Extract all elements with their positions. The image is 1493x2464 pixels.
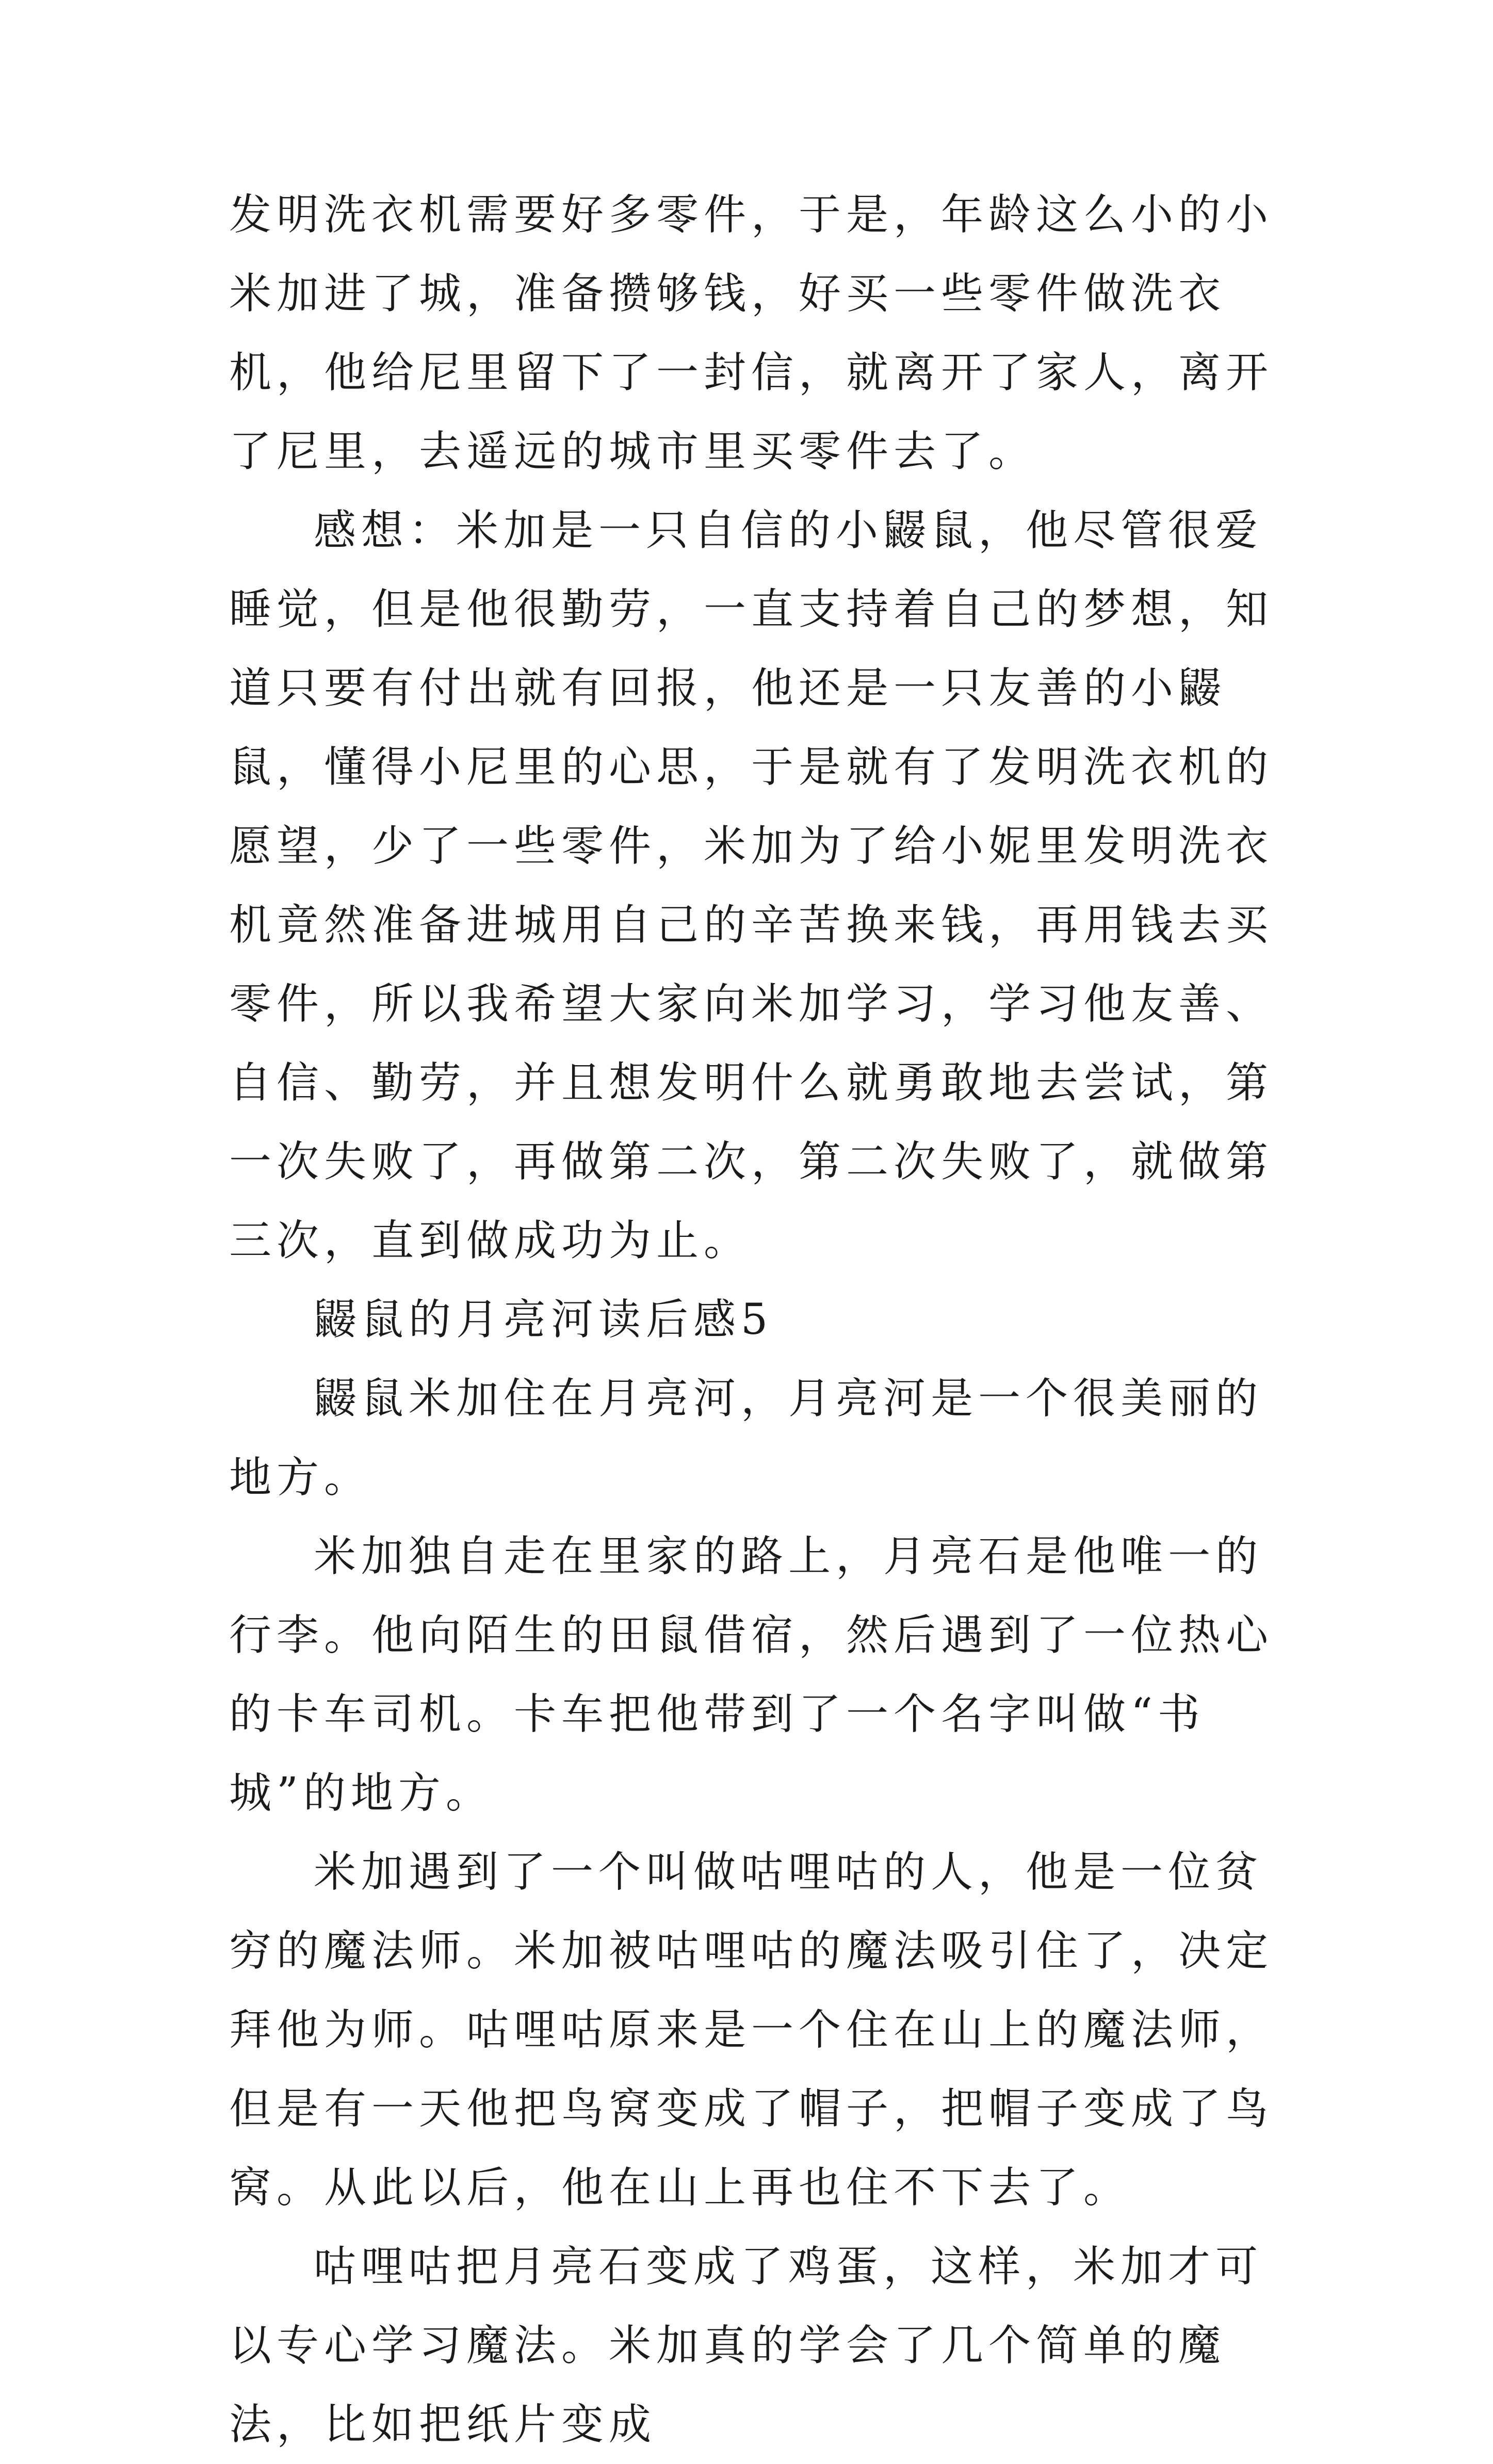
paragraph-3: 鼹鼠米加住在月亮河，月亮河是一个很美丽的地方。	[229, 1374, 1263, 1502]
document-body	[229, 175, 1276, 2464]
section-heading: 鼹鼠的月亮河读后感5	[314, 1295, 773, 1344]
paragraph-1: 发明洗衣机需要好多零件，于是，年龄这么小的小米加进了城，准备攒够钱，好买一些零件做洗衣机，他给尼里留下了一封信，就离开了家人，离开了尼里，去遥远的城市里买零件去了。	[229, 190, 1274, 476]
paragraph-5: 米加遇到了一个叫做咕哩咕的人，他是一位贫穷的魔法师。米加被咕哩咕的魔法吸引住了，决定拜他为师。咕哩咕原来是一个住在山上的魔法师，但是有一天他把鸟窝变成了帽子，把帽子变成了鸟窝。从此以后，他在山上再也住不下去了。	[229, 1848, 1274, 2212]
paragraph-6: 咕哩咕把月亮石变成了鸡蛋，这样，米加才可以专心学习魔法。米加真的学会了几个简单的魔法，比如把纸片变成	[229, 2242, 1263, 2449]
paragraph-4: 米加独自走在里家的路上，月亮石是他唯一的行李。他向陌生的田鼠借宿，然后遇到了一位热心的卡车司机。卡车把他带到了一个名字叫做“书城”的地方。	[229, 1532, 1274, 1818]
paragraph-2: 感想：米加是一只自信的小鼹鼠，他尽管很爱睡觉，但是他很勤劳，一直支持着自己的梦想，知道只要有付出就有回报，他还是一只友善的小鼹鼠，懂得小尼里的心思，于是就有了发明洗衣机的愿望，少了一些零件，米加为了给小妮里发明洗衣机竟然准备进城用自己的辛苦换来钱，再用钱去买零件，所以我希望大家向米加学习，学习他友善、自信、勤劳，并且想发明什么就勇敢地去尝试，第一次失败了，再做第二次，第二次失败了，就做第三次，直到做成功为止。	[229, 506, 1274, 1265]
